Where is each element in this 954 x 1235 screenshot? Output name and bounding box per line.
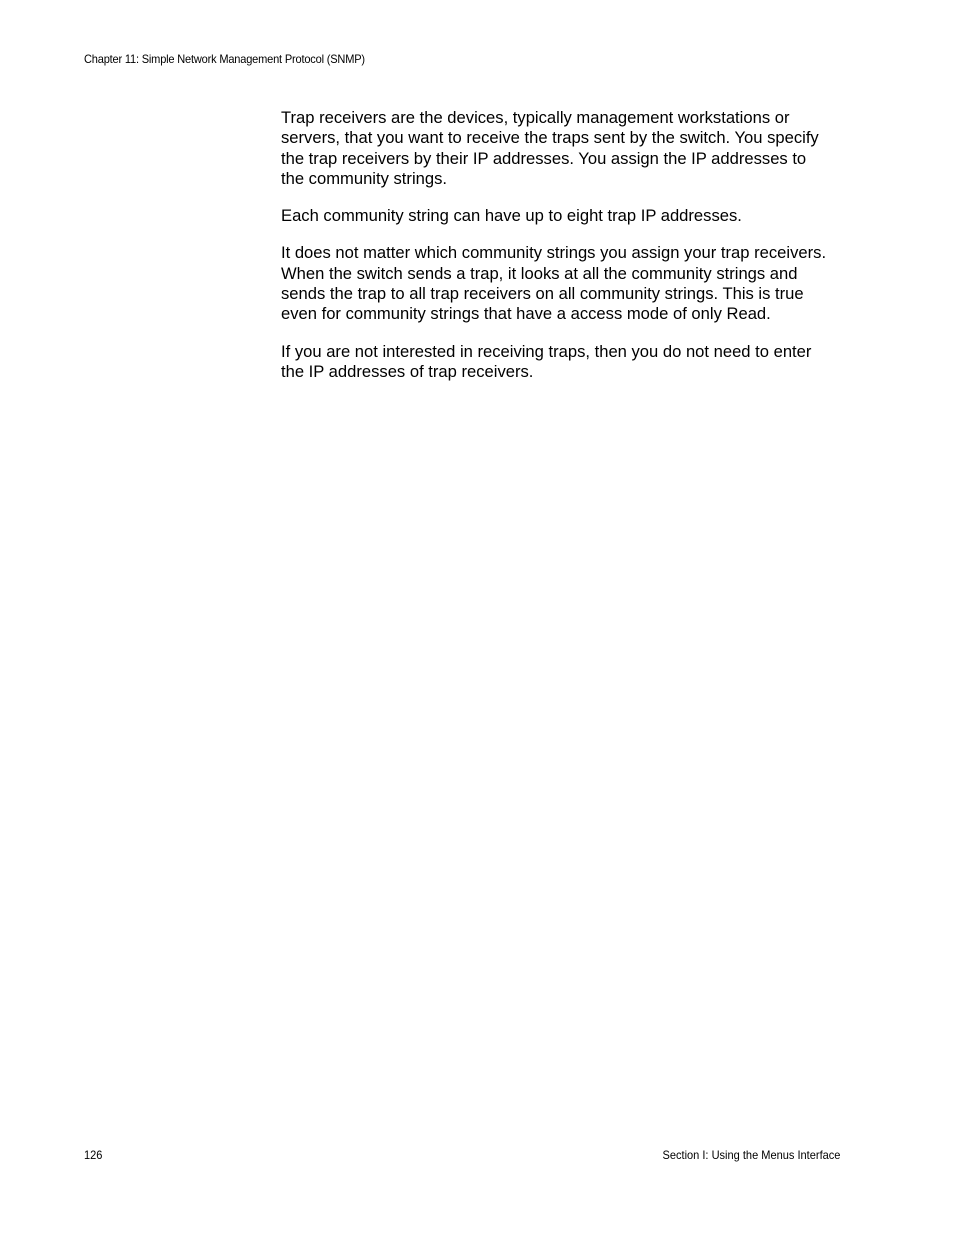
text-line: Trap receivers are the devices, typically management workstations or — [281, 108, 790, 127]
text-line: the IP addresses of trap receivers. — [281, 361, 534, 381]
paragraph-community-strings — [281, 243, 846, 324]
running-header: Chapter 11: Simple Network Management Protocol (SNMP) — [84, 52, 365, 66]
paragraph-trap-receivers — [281, 108, 846, 189]
body-text — [281, 108, 846, 399]
text-line: the trap receivers by their IP addresses. You assign the IP addresses to — [281, 148, 807, 168]
text-line: If you are not interested in receiving traps, then you do not need to enter — [281, 341, 812, 361]
paragraph-trap-limit — [281, 206, 846, 226]
text-line: It does not matter which community strings you assign your trap receivers. — [281, 243, 827, 263]
text-line: even for community strings that have a access mode of only Read. — [281, 304, 771, 324]
text-line: servers, that you want to receive the traps sent by the switch. You specify — [281, 128, 819, 148]
text-line: sends the trap to all trap receivers on all community strings. This is true — [281, 284, 804, 304]
text-line: the community strings. — [281, 168, 447, 188]
paragraph-no-traps — [281, 342, 846, 383]
text-line: When the switch sends a trap, it looks at all the community strings and — [281, 263, 798, 283]
page-number: 126 — [84, 1148, 103, 1162]
footer-section-title: Section I: Using the Menus Interface — [662, 1148, 840, 1162]
text-line: Each community string can have up to eight trap IP addresses. — [281, 206, 742, 226]
